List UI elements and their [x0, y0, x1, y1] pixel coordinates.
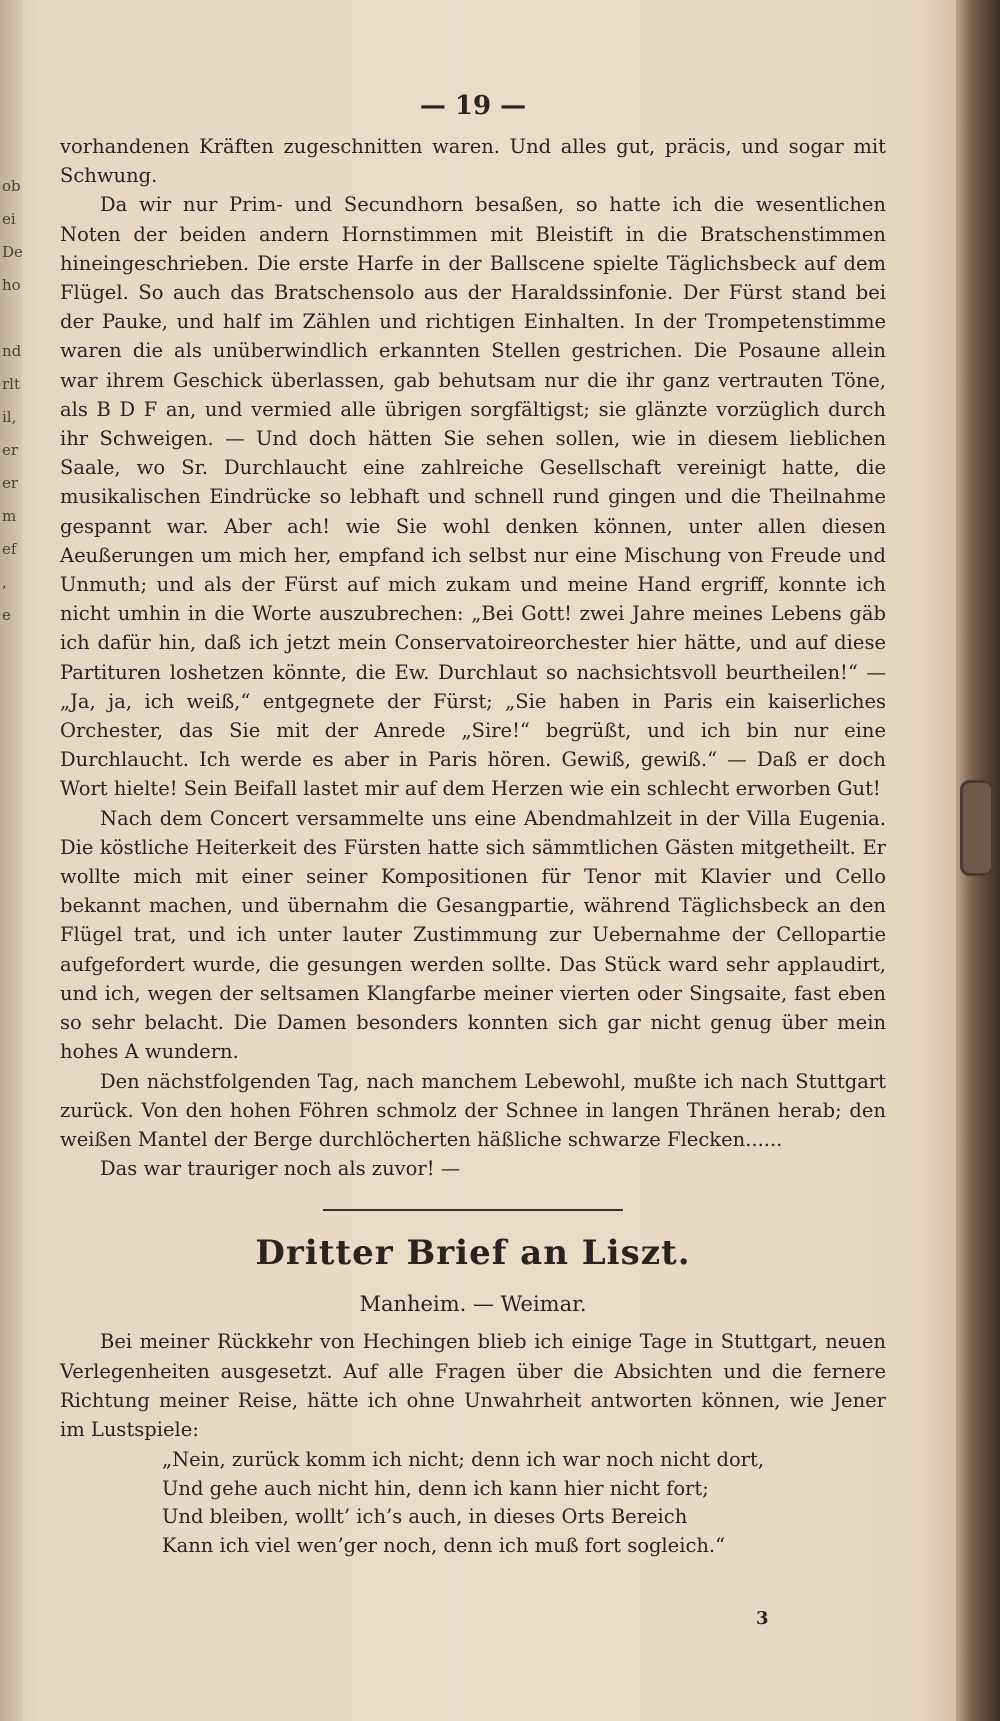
margin-fragment: ei: [2, 210, 16, 228]
paragraph-concert: Da wir nur Prim- und Secundhorn besaßen, so hatte ich die wesentlichen Noten der beiden andern Hornstimmen mit Bleistift in die Bratschenstimmen hineingeschrieben. Die erste Harfe in der Ballscene spielte Täglichsbeck auf dem Flügel. So auch das Bratschensolo aus der Haraldssinfonie. Der Fürst stand bei der Pauke, und half im Zählen und richtigen Einhalten. In der Trompetenstimme waren die als unüberwindlich erkannten Stellen gestrichen. Die Posaune allein war ihrem Geschick überlassen, gab behutsam nur die ihr ganz vertrauten Töne, als B D F an, und vermied alle übrigen sorgfältigst; sie glänzte vorzüglich durch ihr Schweigen. — Und doch hätten Sie sehen sollen, wie in diesem lieblichen Saale, wo Sr. Durchlaucht eine zahlreiche Gesellschaft vereinigt hatte, die musikalischen Eindrücke so lebhaft und schnell rund gingen und die Theilnahme gespannt war. Aber ach! wie Sie wohl denken können, unter allen diesen Aeußerungen um mich her, empfand ich selbst nur eine Mischung von Freude und Unmuth; und als der Fürst auf mich zukam und meine Hand ergriff, konnte ich nicht umhin in die Worte auszubrechen: „Bei Gott! zwei Jahre meines Lebens gäb ich dafür hin, daß ich jetzt mein Conservatoireorchester hier hätte, und auf diese Partituren loshetzen könnte, die Ew. Durchlaut so nachsichtsvoll beurtheilen!“ — „Ja, ja, ich weiß,“ entgegnete der Fürst; „Sie haben in Paris ein kaiserliches Orchester, das Sie mit der Anrede „Sire!“ begrüßt, und ich bin nur eine Durchlaucht. Ich werde es aber in Paris hören. Gewiß, gewiß.“ — Daß er doch Wort hielte! Sein Beifall lastet mir auf dem Herzen wie ein schlecht erworben Gut!: [60, 193, 886, 801]
verse-line: „Nein, zurück komm ich nicht; denn ich war noch nicht dort,: [162, 1448, 765, 1472]
body-text: [60, 132, 886, 1183]
margin-fragment: ,: [2, 573, 7, 591]
margin-fragment: De: [2, 243, 23, 261]
page-number: — 19 —: [419, 91, 527, 121]
section-subtitle: Manheim. — Weimar.: [359, 1292, 587, 1317]
verse-line: Und gehe auch nicht hin, denn ich kann hier nicht fort;: [162, 1476, 709, 1500]
margin-fragment: rlt: [2, 375, 20, 393]
paragraph-continuation: vorhandenen Kräften zugeschnitten waren. Und alles gut, präcis, und sogar mit Schwung.: [60, 135, 886, 188]
signature-mark: 3: [756, 1608, 769, 1629]
paragraph-villa-eugenia: Nach dem Concert versammelte uns eine Abendmahlzeit in der Villa Eugenia. Die köstliche Heiterkeit des Fürsten hatte sich sämmtlichen Gästen mitgetheilt. Er wollte mich mit einer seiner Kompositionen für Tenor mit Klavier und Cello bekannt machen, und übernahm die Gesangpartie, während Täglichsbeck an den Flügel trat, und ich unter lauter Zustimmung zur Uebernahme der Cellopartie aufgefordert wurde, die gesungen werden sollte. Das Stück ward sehr applaudirt, und ich, wegen der seltsamen Klangfarbe meiner vierten oder Singsaite, fast eben so sehr belacht. Die Damen besonders konnten sich gar nicht genug über mein hohes A wundern.: [60, 806, 886, 1064]
section-title: Dritter Brief an Liszt.: [255, 1233, 691, 1274]
margin-fragment: er: [2, 441, 19, 459]
section-divider: [323, 1209, 623, 1211]
margin-fragment: ob: [2, 177, 21, 195]
verse-quote: [162, 1446, 886, 1560]
margin-fragment: e: [2, 606, 11, 624]
closing-line: Das war trauriger noch als zuvor! —: [100, 1157, 461, 1181]
margin-fragment: er: [2, 474, 19, 492]
verse-line: Und bleiben, wollt’ ich’s auch, in dieses Orts Bereich: [162, 1505, 688, 1529]
margin-fragment: ef: [2, 540, 17, 558]
page-content: [60, 88, 886, 1560]
previous-page-fragments: [2, 170, 26, 632]
margin-fragment: m: [2, 507, 17, 525]
binding-clip: [960, 780, 994, 876]
paragraph-departure: Den nächstfolgenden Tag, nach manchem Lebewohl, mußte ich nach Stuttgart zurück. Von den hohen Föhren schmolz der Schnee in langen Thränen herab; den weißen Mantel der Berge durchlöcherten häßliche schwarze Flecken......: [60, 1069, 886, 1151]
margin-fragment: nd: [2, 342, 22, 360]
section-paragraph: Bei meiner Rückkehr von Hechingen blieb ich einige Tage in Stuttgart, neuen Verlegenheiten ausgesetzt. Auf alle Fragen über die Absichten und die fernere Richtung meiner Reise, hätte ich ohne Unwahrheit antworten können, wie Jener im Lustspiele:: [60, 1330, 886, 1441]
verse-line: Kann ich viel wen’ger noch, denn ich muß fort sogleich.“: [162, 1533, 726, 1557]
margin-fragment: ho: [2, 276, 21, 294]
margin-fragment: [2, 302, 26, 335]
section-body: [60, 1327, 886, 1444]
margin-fragment: il,: [2, 408, 17, 426]
